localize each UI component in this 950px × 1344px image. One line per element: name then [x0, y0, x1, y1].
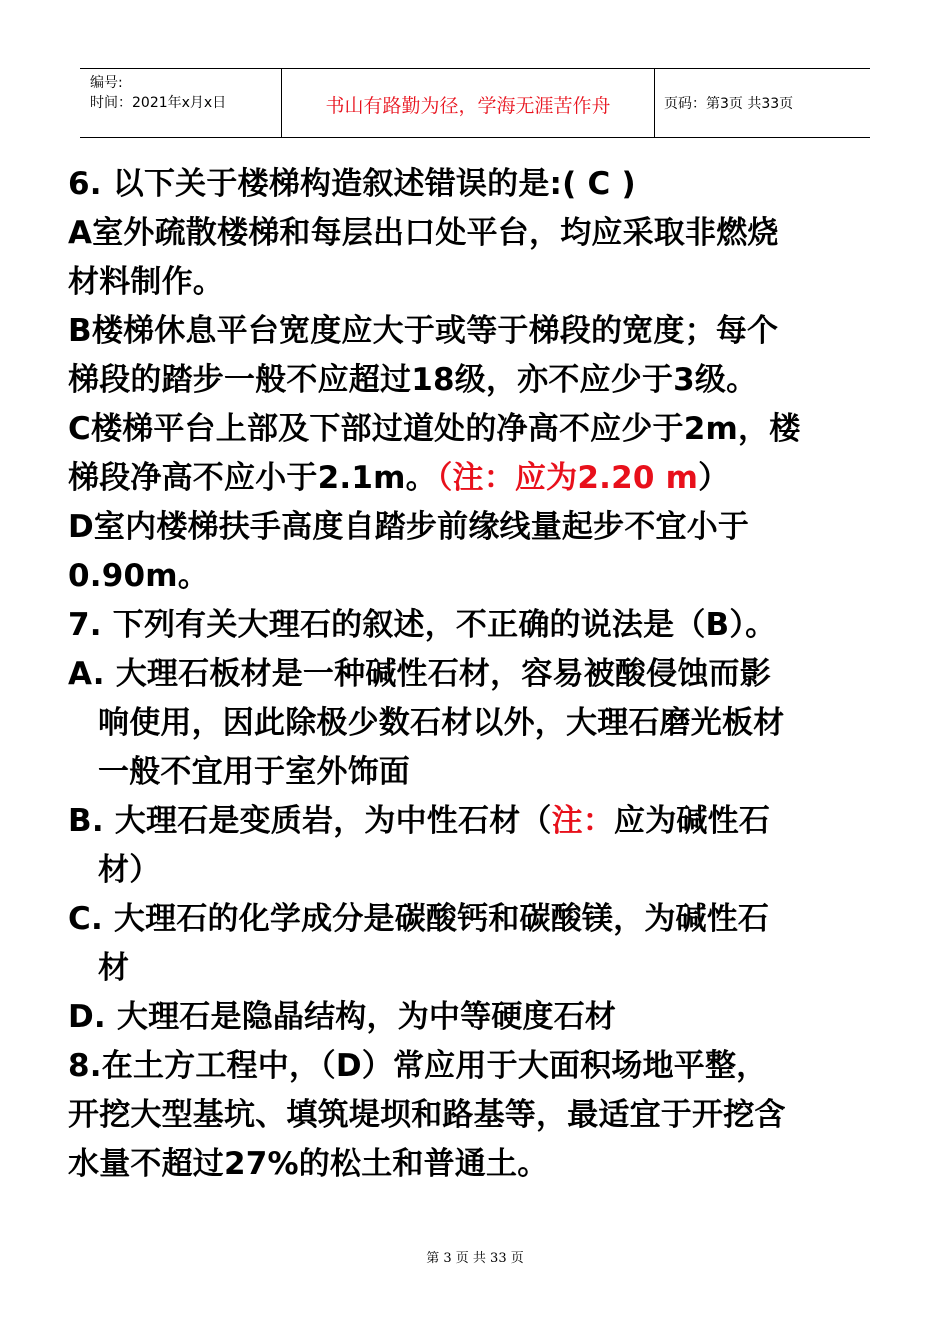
- text-line: [68, 160, 883, 209]
- text-line: [68, 699, 883, 748]
- text-line: [68, 1140, 883, 1189]
- text-segment: ）: [698, 460, 730, 496]
- text-segment: D室内楼梯扶手高度自踏步前缘线量起步不宜小于: [68, 509, 750, 545]
- text-line: [68, 503, 883, 552]
- text-segment: A. 大理石板材是一种碱性石材，容易被酸侵蚀而影: [68, 656, 771, 692]
- text-line: [68, 993, 883, 1042]
- text-line: [68, 650, 883, 699]
- text-segment: 开挖大型基坑、填筑堤坝和路基等，最适宜于开挖含: [68, 1097, 786, 1133]
- text-segment: 梯段的踏步一般不应超过18级，亦不应少于3级。: [68, 362, 758, 398]
- text-line: [68, 307, 883, 356]
- text-line: [68, 356, 883, 405]
- page-header: [80, 68, 870, 138]
- text-segment: 一般不宜用于室外饰面: [98, 754, 410, 790]
- text-segment: 响使用，因此除极少数石材以外，大理石磨光板材: [98, 705, 785, 741]
- header-motto: 书山有路勤为径，学海无涯苦作舟: [325, 95, 611, 117]
- text-line: [68, 1042, 883, 1091]
- text-segment: 材料制作。: [68, 264, 224, 300]
- text-line: [68, 601, 883, 650]
- text-segment: C. 大理石的化学成分是碳酸钙和碳酸镁，为碱性石: [68, 901, 770, 937]
- annotation-text: 注：: [551, 803, 615, 839]
- text-segment: A室外疏散楼梯和每层出口处平台，均应采取非燃烧: [68, 215, 779, 251]
- text-line: [68, 258, 883, 307]
- number-label: 编号:: [90, 75, 123, 91]
- text-segment: 材: [98, 950, 130, 986]
- text-segment: 6. 以下关于楼梯构造叙述错误的是:( C ): [68, 166, 636, 202]
- page-footer: 第 3 页 共 33 页: [426, 1251, 524, 1266]
- text-line: [68, 748, 883, 797]
- text-segment: 7. 下列有关大理石的叙述，不正确的说法是（B）。: [68, 607, 777, 643]
- text-segment: 水量不超过27%的松土和普通土。: [68, 1146, 549, 1182]
- text-segment: 0.90m。: [68, 558, 209, 594]
- text-segment: C楼梯平台上部及下部过道处的净高不应少于2m，楼: [68, 411, 801, 447]
- text-segment: 材）: [98, 852, 161, 888]
- text-line: [68, 405, 883, 454]
- text-line: [68, 944, 883, 993]
- text-segment: 梯段净高不应小于2.1m。: [68, 460, 437, 496]
- text-segment: 8.在土方工程中，（D）常应用于大面积场地平整，: [68, 1048, 768, 1084]
- time-label: 时间：2021年x月x日: [90, 95, 227, 111]
- text-line: [68, 797, 883, 846]
- header-divider: [654, 69, 655, 137]
- text-segment: B. 大理石是变质岩，为中性石材（: [68, 803, 552, 839]
- text-line: [68, 895, 883, 944]
- text-line: [68, 454, 883, 503]
- text-line: [68, 209, 883, 258]
- text-line: [68, 552, 883, 601]
- header-divider: [281, 69, 282, 137]
- text-segment: B楼梯休息平台宽度应大于或等于梯段的宽度；每个: [68, 313, 779, 349]
- text-segment: D. 大理石是隐晶结构，为中等硬度石材: [68, 999, 617, 1035]
- annotation-text: （注：应为2.20 m: [436, 460, 699, 496]
- document-body: [68, 160, 883, 1189]
- header-meta: [90, 73, 226, 113]
- text-segment: 应为碱性石: [614, 803, 771, 839]
- header-page-info: 页码：第3页 共33页: [664, 96, 794, 112]
- text-line: [68, 846, 883, 895]
- text-line: [68, 1091, 883, 1140]
